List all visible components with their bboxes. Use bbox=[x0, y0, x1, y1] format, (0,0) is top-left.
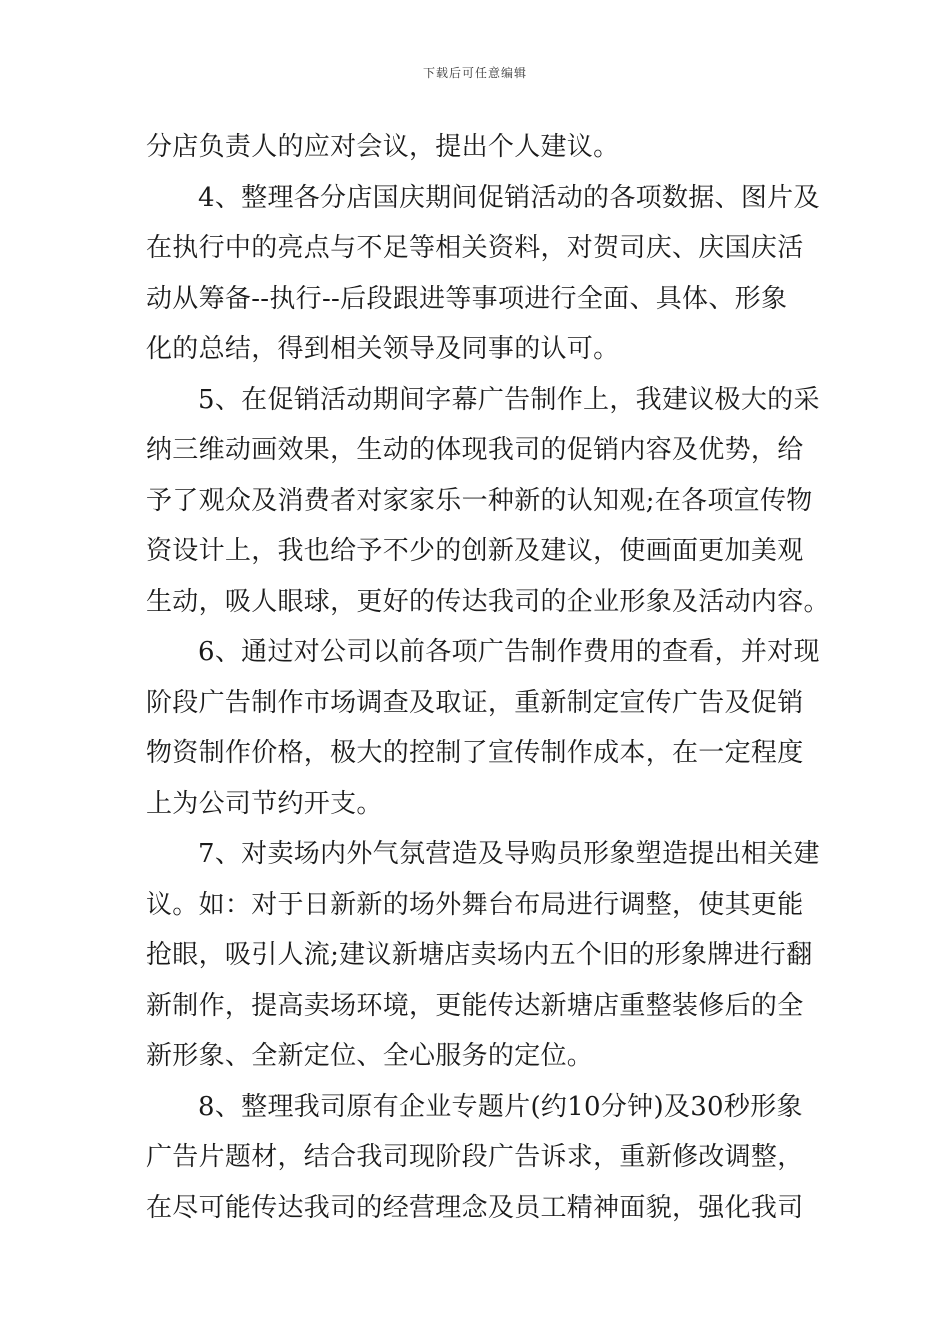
text-line: 在尽可能传达我司的经营理念及员工精神面貌，强化我司 bbox=[146, 1192, 804, 1223]
text-line: 新制作，提高卖场环境，更能传达新塘店重整装修后的全 bbox=[146, 990, 804, 1021]
text-line: 化的总结，得到相关领导及同事的认可。 bbox=[146, 334, 620, 364]
text-line: 动从筹备--执行--后段跟进等事项进行全面、具体、形象 bbox=[146, 283, 788, 314]
text-line: 分店负责人的应对会议，提出个人建议。 bbox=[146, 132, 620, 162]
text-line: 资设计上，我也给予不少的创新及建议，使画面更加美观 bbox=[146, 536, 804, 566]
text-line: 阶段广告制作市场调查及取证，重新制定宣传广告及促销 bbox=[146, 687, 804, 718]
page-header: 下载后可任意编辑 bbox=[422, 66, 527, 80]
text-line: 议。如：对于日新新的场外舞台布局进行调整，使其更能 bbox=[146, 889, 804, 920]
text-line: 物资制作价格，极大的控制了宣传制作成本，在一定程度 bbox=[146, 738, 804, 768]
text-line: 新形象、全新定位、全心服务的定位。 bbox=[146, 1041, 594, 1071]
paragraph-5-start: 5、在促销活动期间字幕广告制作上，我建议极大的采 bbox=[198, 384, 820, 415]
text-line: 予了观众及消费者对家家乐一种新的认知观;在各项宣传物 bbox=[146, 485, 813, 516]
text-line: 在执行中的亮点与不足等相关资料，对贺司庆、庆国庆活 bbox=[146, 233, 804, 263]
paragraph-6-start: 6、通过对公司以前各项广告制作费用的查看，并对现 bbox=[198, 637, 820, 667]
text-line: 生动，吸人眼球，更好的传达我司的企业形象及活动内容。 bbox=[146, 586, 830, 617]
text-line: 抢眼，吸引人流;建议新塘店卖场内五个旧的形象牌进行翻 bbox=[146, 940, 813, 970]
paragraph-4-start: 4、整理各分店国庆期间促销活动的各项数据、图片及 bbox=[198, 182, 820, 213]
text-line: 上为公司节约开支。 bbox=[146, 788, 383, 819]
paragraph-8-start: 8、整理我司原有企业专题片(约10分钟)及30秒形象 bbox=[198, 1091, 803, 1122]
paragraph-7-start: 7、对卖场内外气氛营造及导购员形象塑造提出相关建 bbox=[198, 839, 820, 869]
document-body bbox=[146, 122, 830, 1233]
text-line: 纳三维动画效果，生动的体现我司的促销内容及优势，给 bbox=[146, 435, 804, 465]
text-line: 广告片题材，结合我司现阶段广告诉求，重新修改调整， bbox=[146, 1142, 804, 1172]
